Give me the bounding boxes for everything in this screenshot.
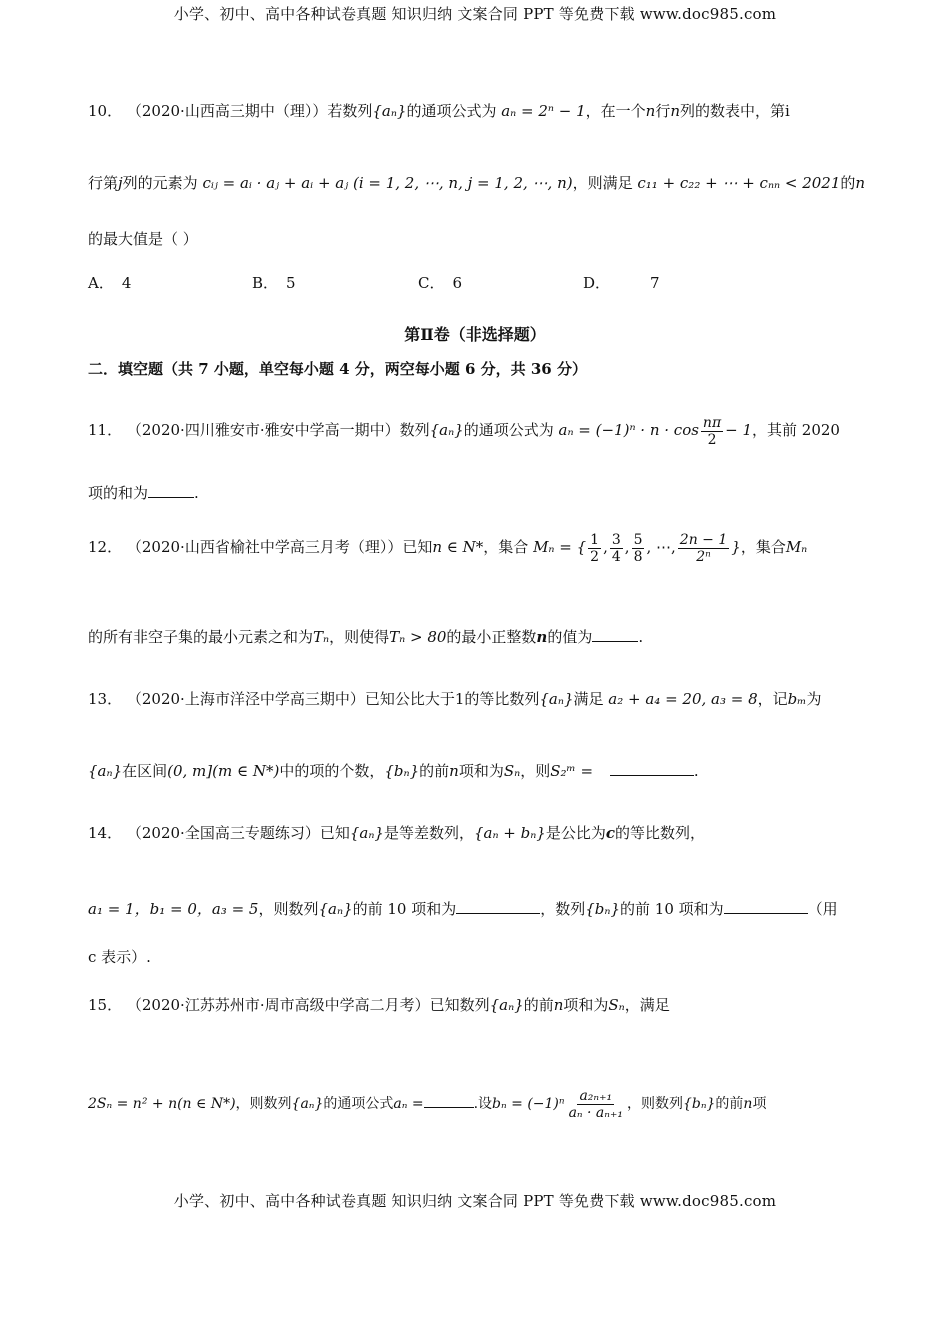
fraction: $\frac{3}{4}$ xyxy=(611,531,621,565)
question-number: 14． xyxy=(88,824,123,842)
answer-blank[interactable] xyxy=(592,627,638,642)
section-title: 第Ⅱ卷（非选择题） xyxy=(404,325,546,344)
question-10-line-1: 10． （2020·山西高三期中（理））若数列{aₙ}的通项公式为 aₙ = 2ⁿ − 1，在一个n行n列的数表中，第i xyxy=(88,102,790,120)
question-13-line-2: {aₙ}在区间(0, m](m ∈ N*)中的项的个数，{bₙ}的前n项和为Sₙ，则S₂ᵐ = . xyxy=(88,762,699,780)
page-header: 小学、初中、高中各种试卷真题 知识归纳 文案合同 PPT 等免费下载 www.doc985.com xyxy=(173,5,777,23)
question-14-line-1: 14． （2020·全国高三专题练习）已知{aₙ}是等差数列，{aₙ + bₙ}是公比为c的等比数列， xyxy=(88,824,706,842)
section-heading: 二．填空题（共 7 小题，单空每小题 4 分，两空每小题 6 分，共 36 分） xyxy=(88,360,587,378)
question-15-line-1: 15． （2020·江苏苏州市·周市高级中学高二月考）已知数列{aₙ}的前n项和为Sₙ，满足 xyxy=(88,996,670,1014)
question-11-line-2: 项的和为 . xyxy=(88,484,199,502)
question-12-line-1: 12． （2020·山西省榆社中学高三月考（理））已知n ∈ N*，集合 Mₙ = { $\frac{1}{2}$ , $\frac{3}{4}$ , $\frac{5}{8}$ , ⋯, $\frac{2n - 1}{\text{2ⁿ}}$ }，集合Mₙ xyxy=(88,531,808,565)
question-number: 13． xyxy=(88,690,123,708)
page-footer: 小学、初中、高中各种试卷真题 知识归纳 文案合同 PPT 等免费下载 www.doc985.com xyxy=(173,1192,777,1210)
option-b: B． 5 xyxy=(252,274,296,292)
fraction: $\frac{n\pi}{2}$ xyxy=(702,414,722,448)
question-number: 12． xyxy=(88,538,123,556)
fraction: $\frac{5}{8}$ xyxy=(633,531,643,565)
question-10-line-2: 行第j列的元素为 cᵢⱼ = aᵢ · aⱼ + aᵢ + aⱼ (i = 1, 2, ⋯, n, j = 1, 2, ⋯, n)，则满足 c₁₁ + c₂₂ + ⋯ + cₙₙ < 2021的n xyxy=(88,174,866,192)
fraction: $\frac{2n - 1}{\text{2ⁿ}}$ xyxy=(679,531,728,565)
answer-blank[interactable] xyxy=(456,899,540,914)
question-10-line-3: 的最大值是（ ） xyxy=(88,230,198,248)
question-12-line-2: 的所有非空子集的最小元素之和为Tₙ，则使得Tₙ > 80的最小正整数n的值为 . xyxy=(88,628,644,646)
fraction: $\frac{\text{a₂ₙ₊₁}}{\text{aₙ · aₙ₊₁}}$ xyxy=(568,1087,623,1121)
answer-blank[interactable] xyxy=(724,899,808,914)
question-number: 15． xyxy=(88,996,123,1014)
option-c: C． 6 xyxy=(418,274,463,292)
answer-blank[interactable] xyxy=(610,761,694,776)
question-number: 10． xyxy=(88,102,123,120)
question-14-line-3: c 表示）. xyxy=(88,948,151,966)
question-14-line-2: a₁ = 1，b₁ = 0，a₃ = 5，则数列{aₙ}的前 10 项和为 ，数列{bₙ}的前 10 项和为 （用 xyxy=(88,900,838,918)
answer-blank[interactable] xyxy=(148,483,194,498)
question-number: 11． xyxy=(88,421,123,439)
option-a: A． 4 xyxy=(88,274,132,292)
question-15-line-2: 2Sₙ = n² + n(n ∈ N*)，则数列{aₙ}的通项公式aₙ = .设bₙ = (−1)ⁿ $\frac{\text{a₂ₙ₊₁}}{\text{aₙ · aₙ₊₁}}$ ，则数列{bₙ}的前n项 xyxy=(88,1087,767,1121)
question-13-line-1: 13． （2020·上海市洋泾中学高三期中）已知公比大于1的等比数列{aₙ}满足 a₂ + a₄ = 20, a₃ = 8，记bₘ为 xyxy=(88,690,822,708)
question-11-line-1: 11． （2020·四川雅安市·雅安中学高一期中）数列{aₙ}的通项公式为 aₙ = (−1)ⁿ · n · cos $\frac{n\pi}{2}$ − 1，其前 2020 xyxy=(88,414,840,448)
answer-blank[interactable] xyxy=(424,1093,474,1108)
option-d: D． 7 xyxy=(583,274,660,292)
fraction: $\frac{1}{2}$ xyxy=(590,531,600,565)
